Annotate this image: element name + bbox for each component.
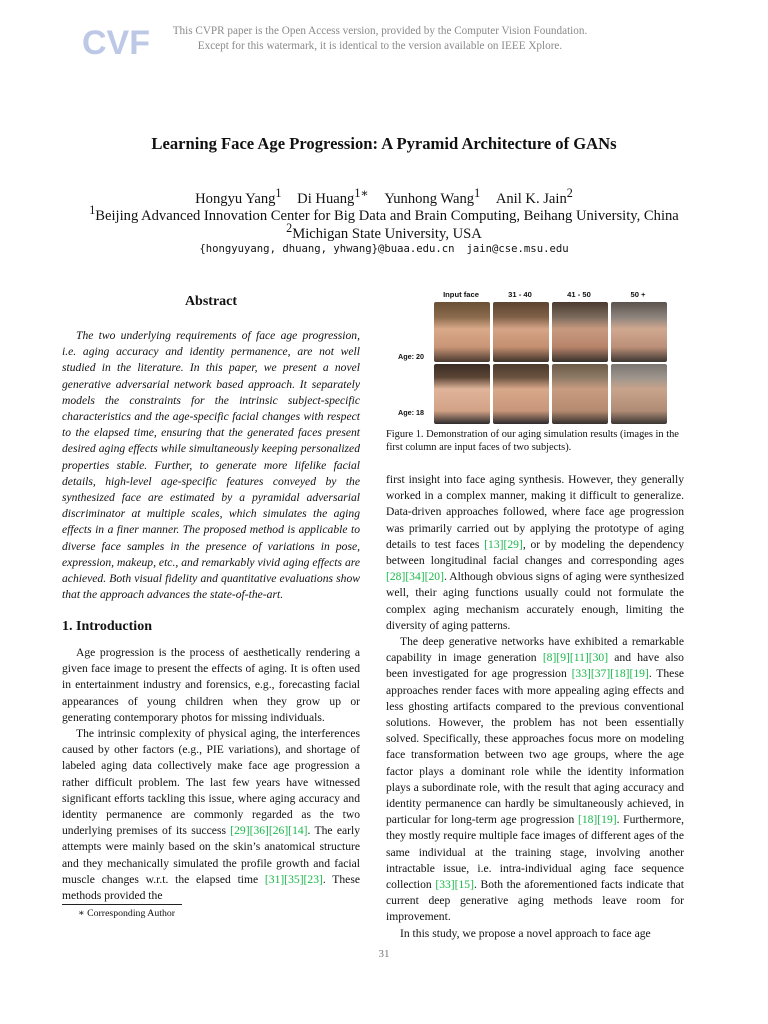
figure-caption: Figure 1. Demonstration of our aging simulation results (images in the first column are input faces of two subjects). [386,429,679,454]
citation-link[interactable]: [31][35][23] [264,872,323,886]
citation-link[interactable]: [18][19] [577,813,617,827]
cvf-logo [82,22,150,62]
citation-link[interactable]: [28][34][20] [386,570,444,584]
face-image [552,364,608,424]
watermark-line-1: This CVPR paper is the Open Access version, provided by the Computer Vision Foundation. [172,25,588,37]
introduction-heading: 1. Introduction [62,619,152,634]
footnote: ∗ Corresponding Author [78,908,176,919]
author-emails [0,243,768,255]
cvf-logo-text: CVF [82,24,150,62]
citation-link[interactable]: [33][37][18][19] [571,667,649,681]
intro-paragraph-2: The intrinsic complexity of physical aging, the interferences caused by other factors (e.g., PIE variations), and shortage of labeled aging data collectively make face age progression a rather difficult problem. The last few years have witnessed significant efforts tackling this issue, where aging accuracy and identity permanence are commonly regarded as the two underlying premises of its success [29][36][26][14]. The early attempts were mainly based on the skin’s anatomical structure and they mechanically simulated the profile growth and facial muscle changes w.r.t. the elapsed time [31][35][23]. These methods provided the [62,727,360,903]
face-image [434,364,490,424]
figure-column-header: 31 - 40 [508,290,532,299]
footnote-rule [62,904,182,905]
figure-column-header: Input face [443,290,479,299]
citation-link[interactable]: [8][9][11][30] [542,651,609,665]
right-paragraph-3: In this study, we propose a novel approach to face age [400,926,651,940]
author: Di Huang$^{1∗}$ [297,186,369,207]
affiliation-1: $^1$Beijing Advanced Innovation Center for Big Data and Brain Computing, Beihang University, China [89,203,679,224]
face-image [611,302,667,362]
author: Hongyu Yang$^1$ [195,186,282,207]
email-msu: jain@cse.msu.edu [466,243,569,255]
abstract-heading: Abstract [184,294,238,309]
paper-title: Learning Face Age Progression: A Pyramid Architecture of GANs [151,134,617,153]
figure-row-label: Age: 18 [398,408,424,417]
citation-link[interactable]: [33][15] [435,878,474,892]
watermark [150,24,610,54]
affiliation-2: $^2$Michigan State University, USA [286,221,482,242]
face-image [434,302,490,362]
figure-row-label: Age: 20 [398,352,424,361]
face-image [611,364,667,424]
face-image [552,302,608,362]
author: Anil K. Jain$^2$ [495,186,573,207]
citation-link[interactable]: [29][36][26][14] [230,824,308,838]
figure-column-header: 41 - 50 [567,290,591,299]
page-number: 31 [378,948,390,960]
face-image [493,364,549,424]
intro-paragraph-1: Age progression is the process of aesthetically rendering a given face image to present the effects of aging. It is often used in entertainment industry and forensics, e.g., forecasting facial appearances of young children when they grow up or generating contemporary photos for missing individuals. [62,646,360,724]
introduction-text [62,645,360,904]
right-column-text [386,472,684,942]
face-image [493,302,549,362]
author: Yunhong Wang$^1$ [384,186,481,207]
watermark-line-2: Except for this watermark, it is identical to the version available on IEEE Xplore. [197,40,563,52]
right-paragraph-1: first insight into face aging synthesis. However, they generally worked in a complex manner, making it difficult to generalize. Data-driven approaches followed, where face age progression was primarily carried out by applying the prototype of aging details to test faces [13][29], or by modeling the dependency between longitudinal facial changes and corresponding ages [28][34][20]. Although obvious signs of aging were synthesized well, their aging functions usually could not formulate the complex aging mechanism accurately enough, limiting the diversity of aging patterns. [386,473,684,632]
citation-link[interactable]: [13][29] [484,537,523,551]
right-paragraph-2: The deep generative networks have exhibited a remarkable capability in image generation [8][9][11][30] and have also been investigated for age progression [33][37][18][19]. These approaches render faces with more appealing aging effects and less ghosting artifacts compared to the previous conventional solutions. However, the problem has not been essentially solved. Specifically, these approaches focus more on modeling face transformation between two age groups, where the age factor plays a dominant role while the identity information plays a subordinate role, with the result that aging accuracy and identity permanence can hardly be simultaneously achieved, in particular for long-term age progression [18][19]. Furthermore, they mostly require multiple face images of different ages of the same individual at the training stage, involving another intractable issue, i.e. intra-individual aging face sequence collection [33][15]. Both the aforementioned facts indicate that current deep generative aging methods leave room for improvement. [386,635,684,924]
figure-1 [392,290,684,424]
figure-column-header: 50 + [630,290,646,299]
abstract-text: The two underlying requirements of face age progression, i.e. aging accuracy and identity permanence, are not well studied in the literature. In this paper, we present a novel generative adversarial network based approach. It separately models the constraints for the intrinsic subject-specific characteristics and the age-specific facial changes with respect to the elapsed time, ensuring that the generated faces present desired aging effects while simultaneously keeping personalized properties stable. Further, to generate more lifelike facial details, high-level age-specific features conveyed by the synthesized face are estimated by a pyramidal adversarial discriminator at multiple scales, which simulates the aging effects in a finer manner. The proposed method is applicable to diverse face samples in the presence of variations in pose, expression, makeup, etc., and remarkably vivid aging effects are achieved. Both visual fidelity and quantitative evaluations show that the approach advances the state-of-the-art. [62,329,360,602]
email-buaa: {hongyuyang, dhuang, yhwang}@buaa.edu.cn [199,243,455,255]
